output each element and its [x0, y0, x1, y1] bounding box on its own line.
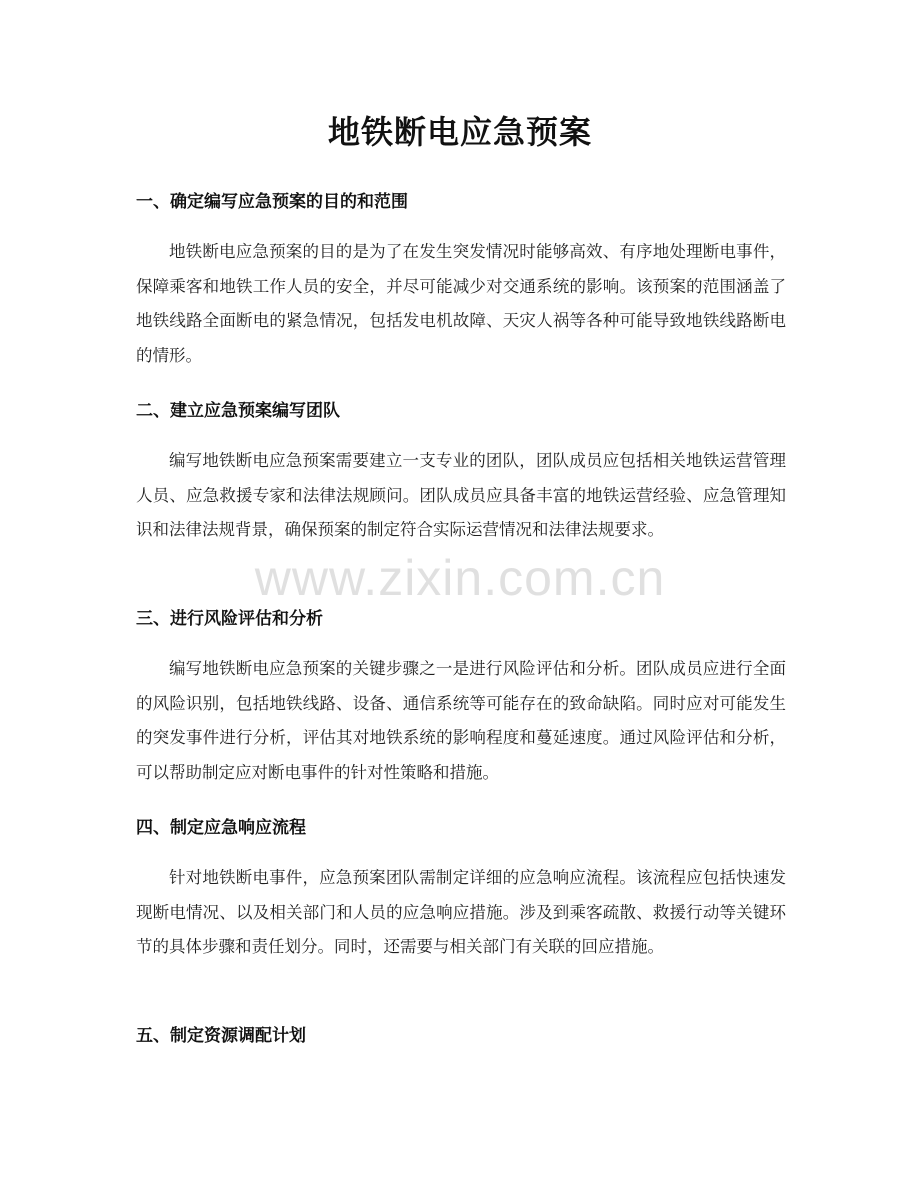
watermark-text: www.zixin.com.cn	[254, 550, 666, 606]
section-heading-1: 一、确定编写应急预案的目的和范围	[136, 192, 408, 212]
section-paragraph-4: 针对地铁断电事件，应急预案团队需制定详细的应急响应流程。该流程应包括快速发现断电情况、以及相关部门和人员的应急响应措施。涉及到乘客疏散、救援行动等关键环节的具体步骤和责任划分。同时，还需要与相关部门有关联的回应措施。	[136, 868, 786, 956]
section-paragraph-2: 编写地铁断电应急预案需要建立一支专业的团队，团队成员应包括相关地铁运营管理人员、应急救援专家和法律法规顾问。团队成员应具备丰富的地铁运营经验、应急管理知识和法律法规背景，确保预案的制定符合实际运营情况和法律法规要求。	[136, 451, 786, 539]
section-heading-5: 五、制定资源调配计划	[136, 1026, 306, 1046]
page-title: 地铁断电应急预案	[327, 113, 592, 151]
section-paragraph-1: 地铁断电应急预案的目的是为了在发生突发情况时能够高效、有序地处理断电事件，保障乘客和地铁工作人员的安全，并尽可能减少对交通系统的影响。该预案的范围涵盖了地铁线路全面断电的紧急情况，包括发电机故障、天灾人祸等各种可能导致地铁线路断电的情形。	[136, 242, 786, 365]
section-heading-2: 二、建立应急预案编写团队	[136, 401, 340, 421]
section-paragraph-3: 编写地铁断电应急预案的关键步骤之一是进行风险评估和分析。团队成员应进行全面的风险识别，包括地铁线路、设备、通信系统等可能存在的致命缺陷。同时应对可能发生的突发事件进行分析，评估其对地铁系统的影响程度和蔓延速度。通过风险评估和分析，可以帮助制定应对断电事件的针对性策略和措施。	[136, 659, 786, 782]
section-heading-3: 三、进行风险评估和分析	[136, 609, 323, 629]
section-heading-4: 四、制定应急响应流程	[136, 818, 306, 838]
